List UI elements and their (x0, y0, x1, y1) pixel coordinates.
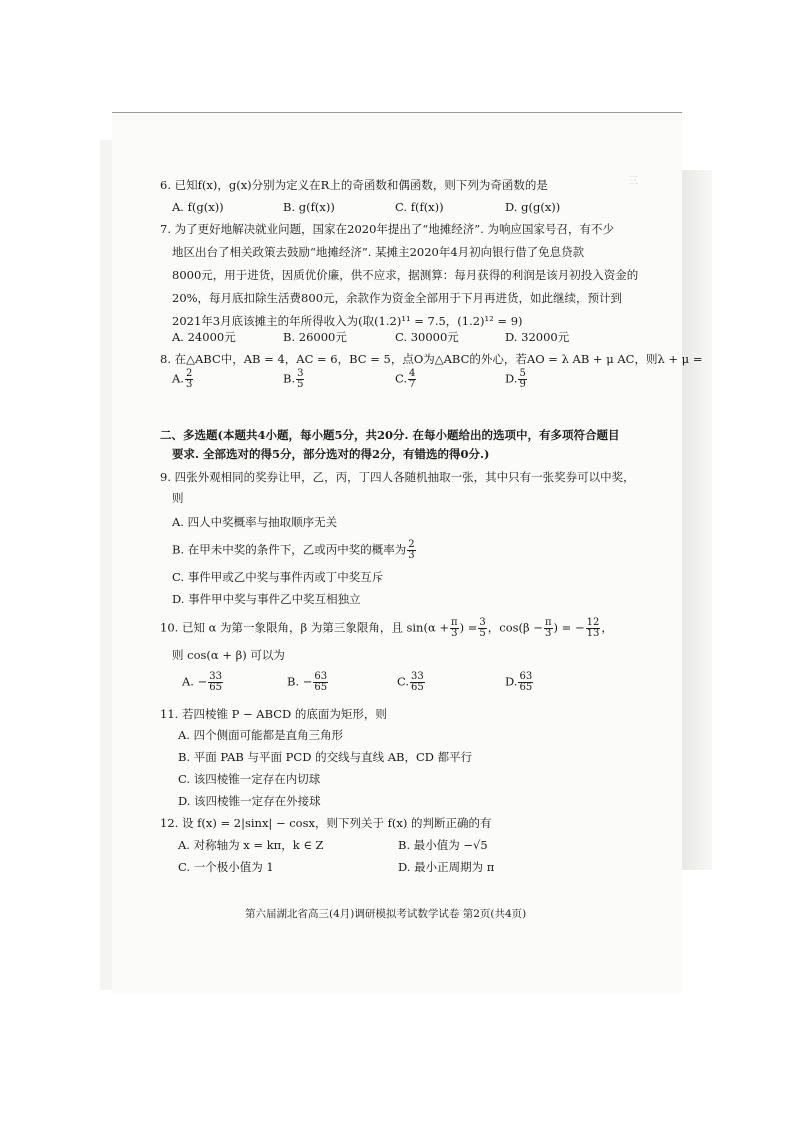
q7-option-c: C. 30000元 (395, 330, 459, 344)
q9-option-b: B. 在甲未中奖的条件下，乙或丙中奖的概率为 $\frac{2}{3}$ (172, 539, 415, 561)
q8-option-c: C. $\frac{4}{7}$ (395, 368, 416, 390)
q12-option-c: C. 一个极小值为 1 (178, 860, 274, 874)
q9-line-2: 则 (172, 491, 184, 505)
q6-option-a: A. f(g(x)) (172, 200, 224, 214)
q7-option-a: A. 24000元 (172, 330, 236, 344)
q7-line-2: 地区出台了相关政策去鼓励“地摊经济”. 某摊主2020年4月初向银行借了免息贷款 (172, 245, 585, 259)
page-edge-left (100, 140, 112, 990)
q9-option-d: D. 事件甲中奖与事件乙中奖互相独立 (172, 592, 361, 606)
q7-line-4: 20%，每月底扣除生活费800元，余款作为资金全部用于下月再进货，如此继续，预计到 (172, 291, 623, 305)
q8-option-d: D. $\frac{5}{9}$ (505, 368, 526, 390)
q11-option-c: C. 该四棱锥一定存在内切球 (178, 772, 321, 786)
q10-option-a: A. − $\frac{33}{65}$ (182, 671, 222, 693)
q9-line-1: 9. 四张外观相同的奖券让甲，乙，丙，丁四人各随机抽取一张，其中只有一张奖券可以中奖， (160, 470, 635, 484)
q7-line-3: 8000元，用于进货，因质优价廉，供不应求，据测算：每月获得的利润是该月初投入资金的 (172, 268, 639, 282)
q7-line-1: 7. 为了更好地解决就业问题，国家在2020年提出了“地摊经济”. 为响应国家号召，有不少 (160, 222, 614, 236)
q12-stem: 12. 设 f(x) = 2|sinx| − cosx，则下列关于 f(x) 的判断正确的有 (160, 816, 492, 830)
q12-option-b: B. 最小值为 −√5 (398, 838, 488, 852)
q10-stem: 10. 已知 α 为第一象限角，β 为第三象限角，且 sin(α + $\frac{\pi}{3}$ ) = $\frac{3}{5}$ ，cos(β − $\frac{\pi}{3}$ ) = − $\frac{12}{13}$ ， (160, 617, 613, 639)
section-2-heading-line-1: 二、多选题(本题共4小题，每小题5分，共20分. 在每小题给出的选项中，有多项符合题目 (160, 428, 620, 442)
section-2-heading-line-2: 要求. 全部选对的得5分，部分选对的得2分，有错选的得0分.) (172, 447, 490, 461)
q7-option-d: D. 32000元 (505, 330, 570, 344)
q7-line-5: 2021年3月底该摊主的年所得收入为(取(1.2)¹¹ = 7.5，(1.2)¹² = 9) (172, 314, 523, 328)
q6-option-d: D. g(g(x)) (505, 200, 561, 214)
q6-stem: 6. 已知f(x)，g(x)分别为定义在R上的奇函数和偶函数，则下列为奇函数的是 (160, 178, 548, 192)
page-footer: 第六届湖北省高三(4月)调研模拟考试数学试卷 第2页(共4页) (245, 908, 527, 920)
q10-option-c: C. $\frac{33}{65}$ (397, 671, 424, 693)
q8-option-a: A. $\frac{2}{3}$ (172, 368, 193, 390)
q12-option-a: A. 对称轴为 x = kπ，k ∈ Z (178, 838, 324, 852)
q11-option-b: B. 平面 PAB 与平面 PCD 的交线与直线 AB，CD 都平行 (178, 750, 473, 764)
q11-stem: 11. 若四棱锥 P − ABCD 的底面为矩形，则 (160, 707, 387, 721)
q10-option-b: B. − $\frac{63}{65}$ (287, 671, 328, 693)
q8-option-b: B. $\frac{3}{5}$ (283, 368, 304, 390)
q6-option-c: C. f(f(x)) (395, 200, 444, 214)
q10-line-2: 则 cos(α + β) 可以为 (172, 648, 285, 662)
q11-option-d: D. 该四棱锥一定存在外接球 (178, 794, 321, 808)
q10-option-d: D. $\frac{63}{65}$ (505, 671, 533, 693)
q9-option-a: A. 四人中奖概率与抽取顺序无关 (172, 515, 338, 529)
bleed-through-text: 三 (628, 176, 638, 187)
q6-option-b: B. g(f(x)) (283, 200, 335, 214)
q7-option-b: B. 26000元 (283, 330, 347, 344)
q11-option-a: A. 四个侧面可能都是直角三角形 (178, 728, 344, 742)
q8-stem: 8. 在△ABC中，AB = 4，AC = 6，BC = 5，点O为△ABC的外心，若AO = λ AB + μ AC，则λ + μ = (160, 352, 703, 366)
page-edge-right (682, 170, 712, 870)
q12-option-d: D. 最小正周期为 π (398, 860, 495, 874)
q9-option-c: C. 事件甲或乙中奖与事件丙或丁中奖互斥 (172, 570, 384, 584)
